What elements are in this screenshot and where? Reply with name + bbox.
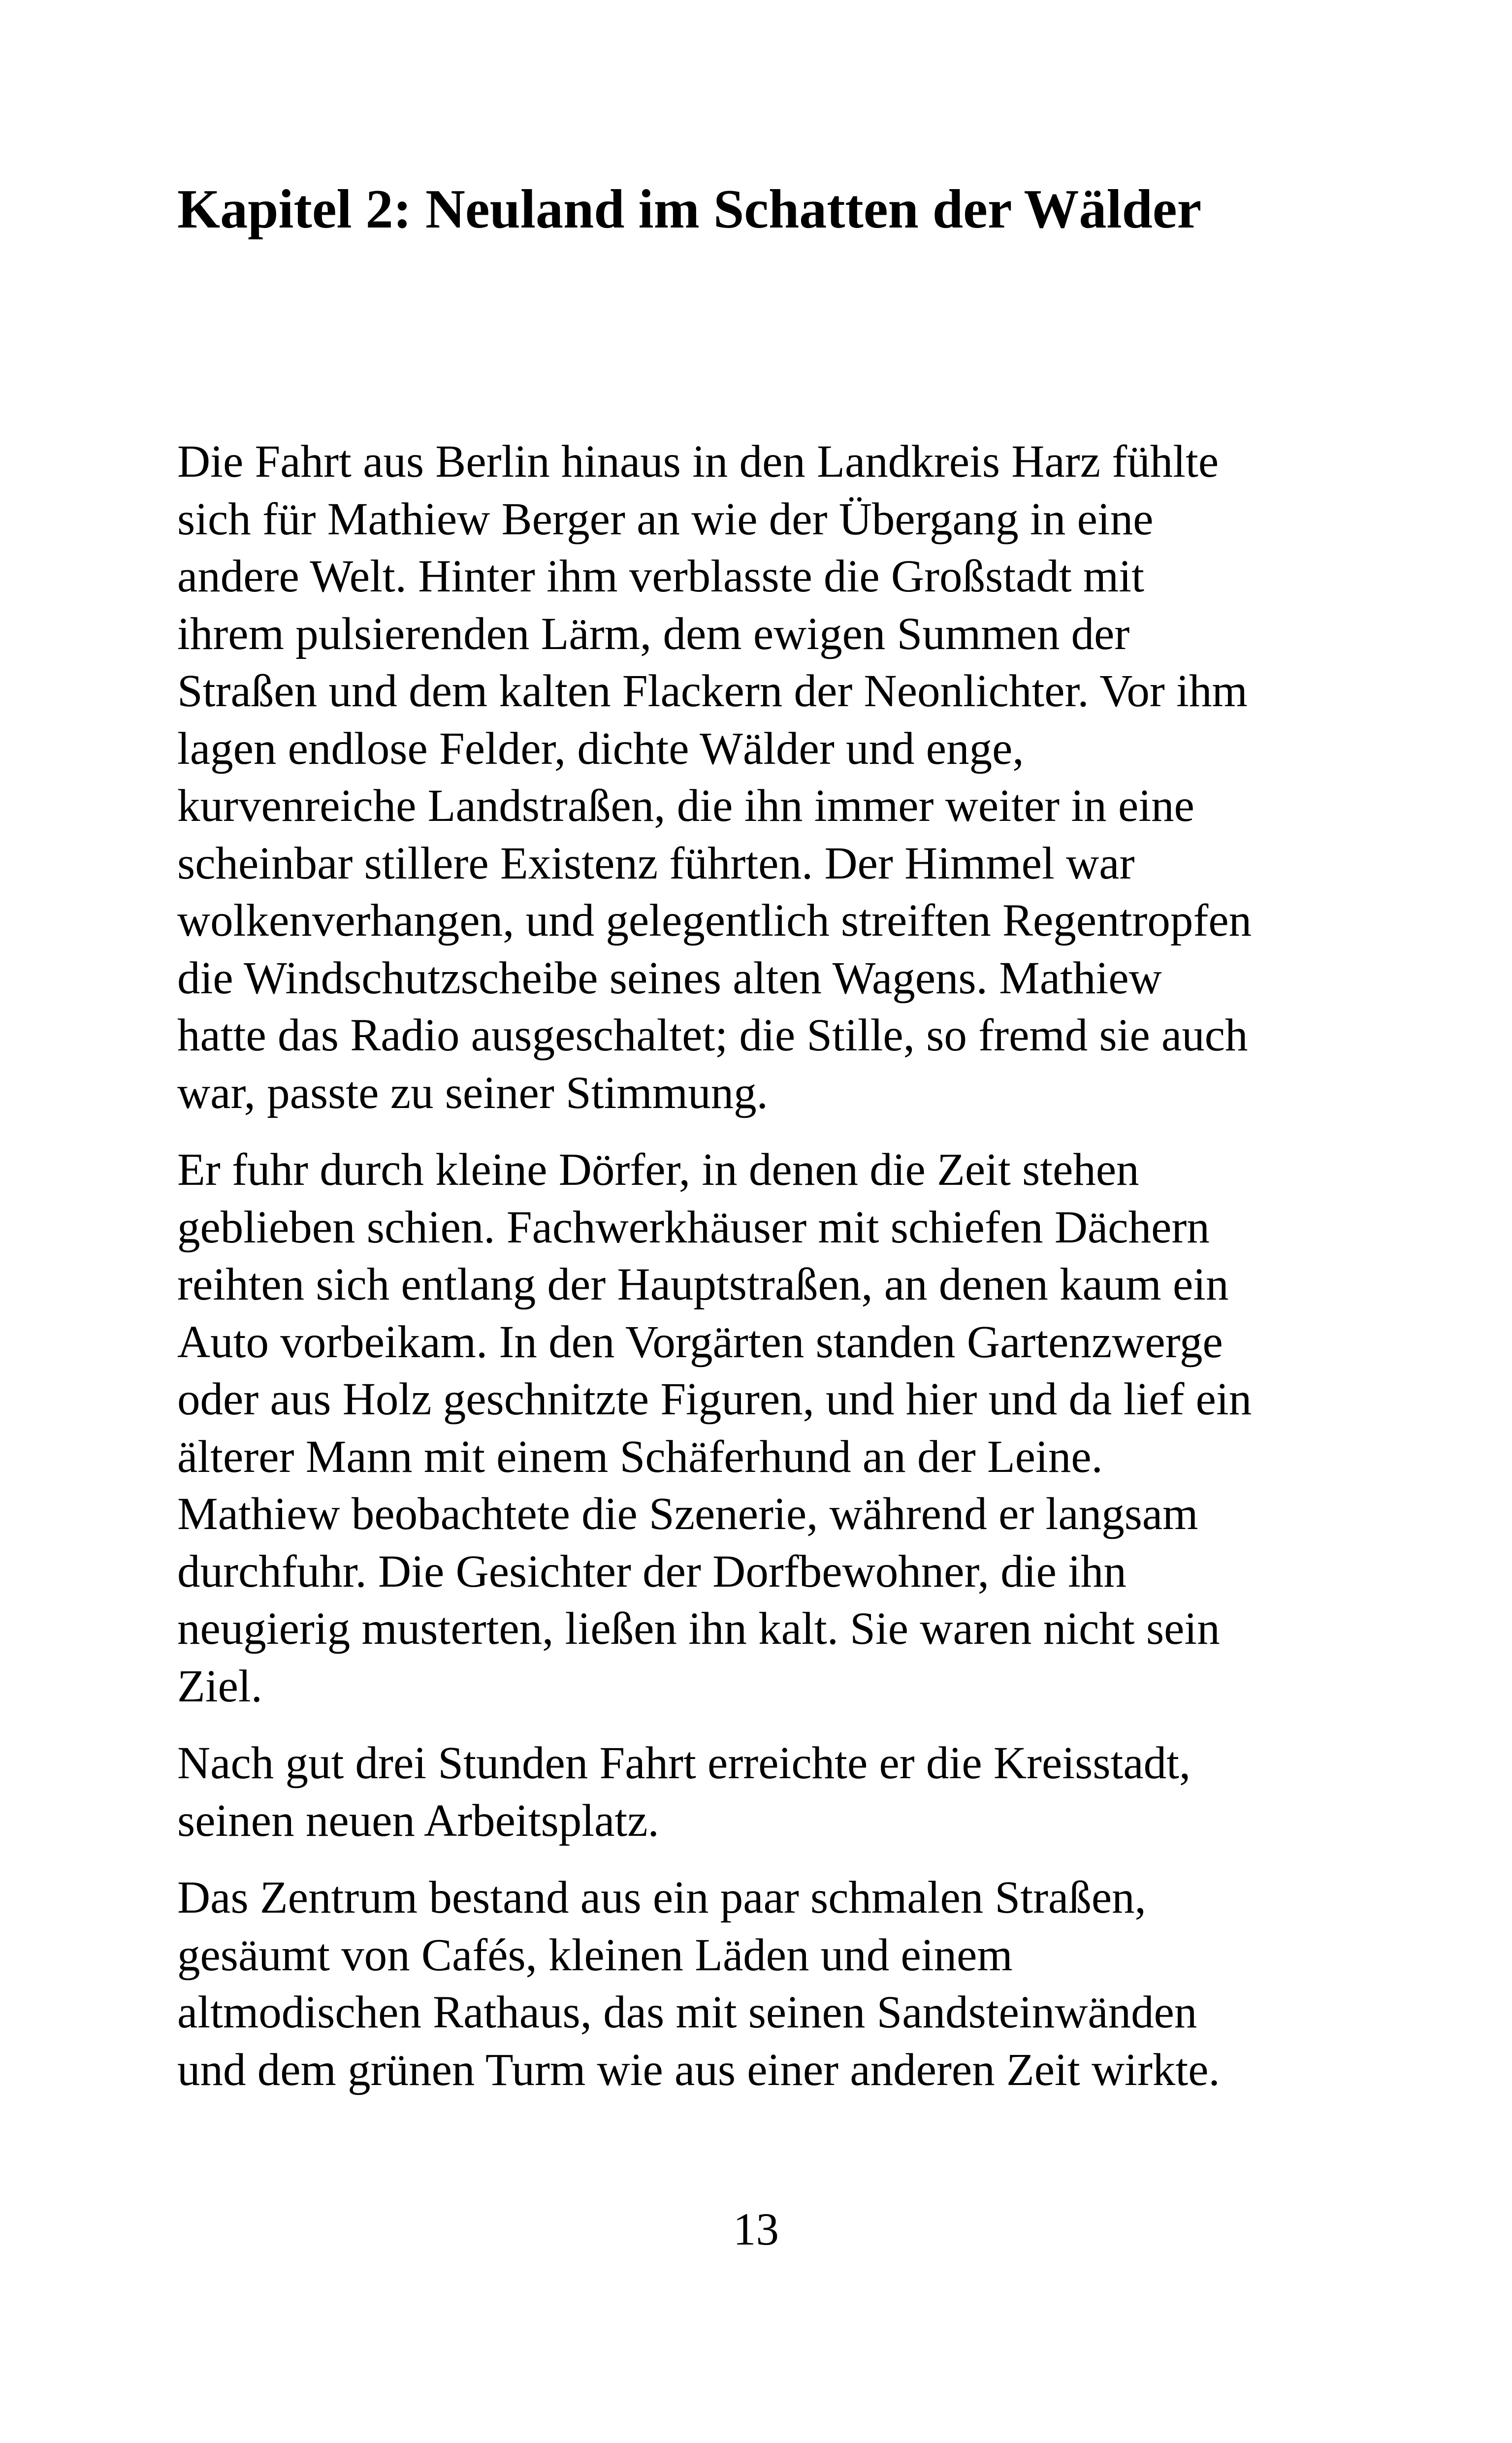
page-number: 13 [733,2204,779,2255]
text-line: sich für Mathiew Berger an wie der Übergang in eine [177,493,1154,545]
text-line: und dem grünen Turm wie aus einer anderen Zeit wirkte. [177,2044,1220,2095]
text-line: reihten sich entlang der Hauptstraßen, an denen kaum ein [177,1259,1229,1310]
text-line: scheinbar stillere Existenz führten. Der Himmel war [177,838,1135,889]
text-line: wolkenverhangen, und gelegentlich streiften Regentropfen [177,895,1252,946]
text-line: war, passte zu seiner Stimmung. [177,1067,768,1118]
text-line: andere Welt. Hinter ihm verblasste die Großstadt mit [177,551,1144,602]
text-line: durchfuhr. Die Gesichter der Dorfbewohner, die ihn [177,1546,1126,1597]
text-line: ihrem pulsierenden Lärm, dem ewigen Summen der [177,608,1130,659]
text-line: älterer Mann mit einem Schäferhund an der Leine. [177,1431,1103,1482]
text-line: Nach gut drei Stunden Fahrt erreichte er die Kreisstadt, [177,1738,1191,1789]
text-line: kurvenreiche Landstraßen, die ihn immer weiter in eine [177,781,1194,831]
text-line: Straßen und dem kalten Flackern der Neonlichter. Vor ihm [177,666,1248,717]
text-line: neugierig musterten, ließen ihn kalt. Sie waren nicht sein [177,1603,1220,1654]
paragraph-1 [177,433,1349,1122]
text-line: hatte das Radio ausgeschaltet; die Stille, so fremd sie auch [177,1010,1248,1061]
paragraph-2 [177,1141,1349,1715]
text-line: Mathiew beobachtete die Szenerie, während er langsam [177,1489,1198,1539]
text-line: Ziel. [177,1661,263,1712]
text-line: gesäumt von Cafés, kleinen Läden und einem [177,1929,1013,1981]
text-line: Er fuhr durch kleine Dörfer, in denen die Zeit stehen [177,1144,1139,1195]
body-text [177,433,1349,2118]
text-line: altmodischen Rathaus, das mit seinen Sandsteinwänden [177,1987,1197,2038]
paragraph-4 [177,1869,1349,2099]
text-line: seinen neuen Arbeitsplatz. [177,1795,659,1846]
text-line: Das Zentrum bestand aus ein paar schmalen Straßen, [177,1872,1146,1923]
text-line: geblieben schien. Fachwerkhäuser mit schiefen Dächern [177,1202,1210,1253]
text-line: lagen endlose Felder, dichte Wälder und enge, [177,723,1024,774]
chapter-title: Kapitel 2: Neuland im Schatten der Wälder [177,179,1202,240]
text-line: Die Fahrt aus Berlin hinaus in den Landkreis Harz fühlte [177,436,1219,487]
text-line: Auto vorbeikam. In den Vorgärten standen Gartenzwerge [177,1316,1223,1368]
text-line: die Windschutzscheibe seines alten Wagens. Mathiew [177,952,1162,1004]
paragraph-3 [177,1735,1349,1850]
text-line: oder aus Holz geschnitzte Figuren, und hier und da lief ein [177,1374,1252,1425]
